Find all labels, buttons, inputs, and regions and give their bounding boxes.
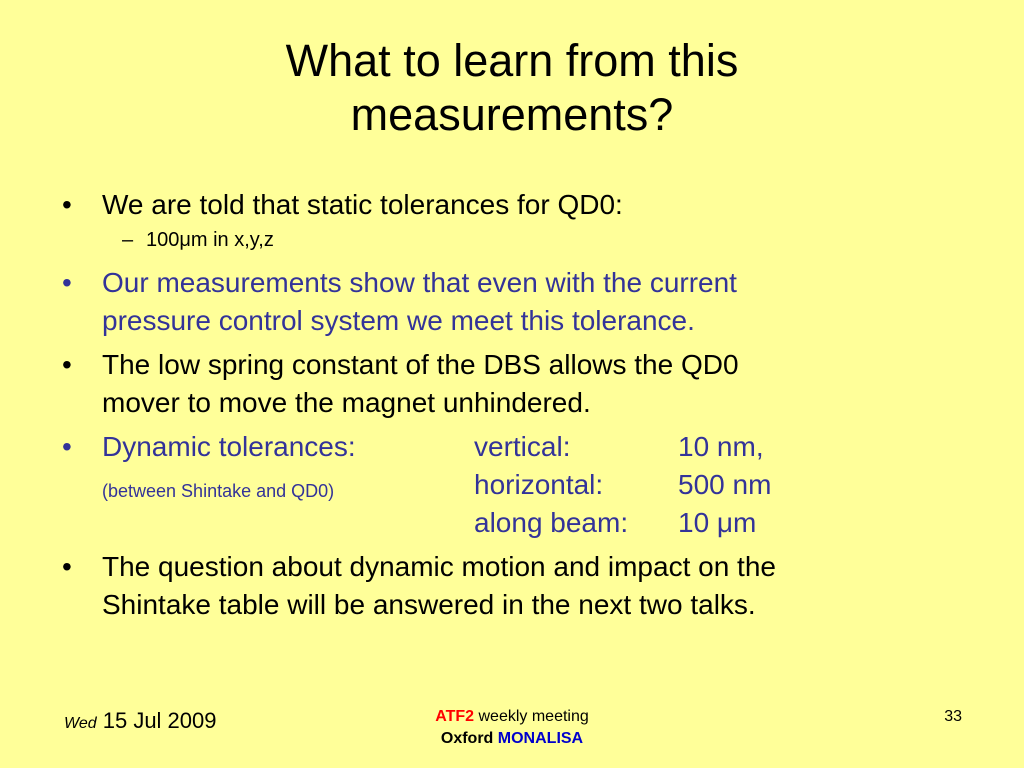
page-number: 33 — [944, 708, 962, 725]
tolerance-row — [102, 466, 962, 504]
tolerance-row — [102, 428, 962, 466]
tolerance-table — [102, 428, 962, 542]
bullet-dynamic-tolerances — [62, 428, 962, 542]
footer-atf2: ATF2 — [435, 708, 475, 725]
title-line-2: measurements? — [350, 89, 674, 140]
bullet-icon: • — [62, 431, 72, 462]
bullet-spring-constant — [62, 346, 962, 422]
tolerance-value: 10 μm — [678, 507, 757, 538]
footer-meeting — [362, 706, 662, 750]
bullet-icon: • — [62, 349, 72, 380]
tolerance-row — [102, 504, 962, 542]
sub-bullet-text: 100μm in x,y,z — [146, 229, 274, 251]
footer-day: Wed — [64, 715, 97, 732]
title-line-1: What to learn from this — [285, 35, 739, 86]
bullet-icon: • — [62, 189, 72, 220]
slide-body — [62, 186, 962, 630]
tolerance-axis: vertical: — [474, 431, 571, 462]
bullet-line-1: The low spring constant of the DBS allows the QD0 — [102, 349, 739, 380]
bullet-line-1: The question about dynamic motion and impact on the — [102, 551, 776, 582]
bullet-dynamic-motion — [62, 548, 962, 624]
bullet-icon: • — [62, 551, 72, 582]
footer-oxford: Oxford — [440, 730, 494, 747]
bullet-text: We are told that static tolerances for QD0: — [102, 189, 623, 220]
tolerance-value: 500 nm — [678, 469, 772, 500]
sub-bullet-static-value — [62, 226, 962, 254]
footer-date — [64, 708, 217, 734]
bullet-measurements — [62, 264, 962, 340]
tolerance-label: Dynamic tolerances: — [102, 431, 356, 462]
tolerance-note: (between Shintake and QD0) — [102, 481, 335, 501]
footer-weekly: weekly meeting — [478, 708, 589, 725]
bullet-line-2: mover to move the magnet unhindered. — [102, 387, 591, 418]
bullet-line-1: Our measurements show that even with the current — [102, 267, 737, 298]
tolerance-axis: horizontal: — [474, 469, 604, 500]
bullet-line-2: pressure control system we meet this tolerance. — [102, 305, 695, 336]
slide-title — [0, 34, 1024, 142]
footer-date-text: 15 Jul 2009 — [102, 708, 217, 733]
footer-monalisa: MONALISA — [497, 730, 584, 747]
bullet-line-2: Shintake table will be answered in the next two talks. — [102, 589, 756, 620]
bullet-icon: • — [62, 267, 72, 298]
tolerance-value: 10 nm, — [678, 431, 764, 462]
tolerance-axis: along beam: — [474, 507, 629, 538]
dash-icon: – — [122, 229, 134, 251]
bullet-static-tolerances — [62, 186, 962, 224]
